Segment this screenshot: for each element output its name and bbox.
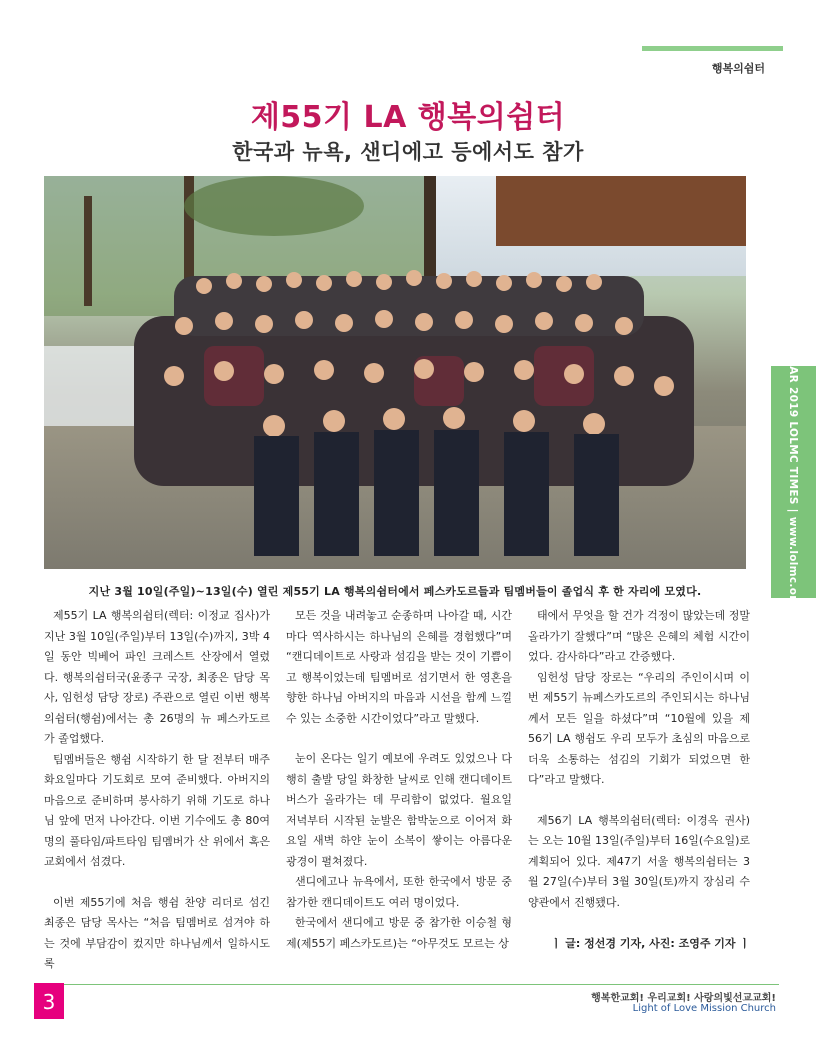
photo-caption: 지난 3월 10일(주일)~13일(수) 열린 제55기 LA 행복의쉼터에서 페스카도르들과 팀멤버들이 졸업식 후 한 자리에 모였다. — [88, 585, 702, 598]
paragraph: 한국에서 샌디에고 방문 중 참가한 이승철 형제(제55기 페스카도르)는 “아무것도 모르는 상 — [286, 916, 512, 950]
paragraph: 이번 제55기에 처음 행쉼 찬양 리더로 섬긴 최종은 담당 목사는 “처음 팀멤버로 섬겨야 하는 것에 부담감이 컸지만 하나님께서 일하시도록 — [44, 895, 270, 970]
header-accent-bar — [642, 46, 783, 51]
article-title: 제55기 LA 행복의쉼터 — [250, 100, 566, 135]
paragraph: 제55기 LA 행복의쉼터(렉터: 이정교 집사)가 지난 3월 10일(주일)부터 13일(수)까지, 3박 4일 동안 빅베어 파인 크레스트 산장에서 열렸다. 행복의쉼터국(윤종구 국장, 최종은 담당 목사, 임헌성 담당 장로) 주관으로 열린 이번 행복의쉼터(행쉼)에서는 총 26명의 뉴 페스카도르가 졸업했다. — [44, 609, 270, 745]
article-column-1 — [44, 606, 270, 975]
section-label: 행복의쉼터 — [711, 62, 765, 75]
paragraph: 제56기 LA 행복의쉼터(렉터: 이경옥 권사)는 오는 10월 13일(주일)부터 16일(수요일)로 계획되어 있다. 제47기 서울 행복의쉼터는 3월 27일(수)부터 3월 30일(토)까지 장심리 수양관에서 진행됐다. — [528, 813, 750, 909]
paragraph: 모든 것을 내려놓고 순종하며 나아갈 때, 시간마다 역사하시는 하나님의 은혜를 경험했다”며 “캔디데이트로 사랑과 섬김을 받는 것이 기쁨이고 행복이었는데 팀멤버로 섬기면서 한 영혼을 향한 하나님 아버지의 마음과 시선을 함께 느낄 수 있는 소중한 시간이었다”라고 말했다. — [286, 609, 512, 725]
article-subtitle: 한국과 뉴욕, 샌디에고 등에서도 참가 — [232, 140, 584, 164]
article-byline: ㅣ 글: 정선경 기자, 사진: 조영주 기자 ㅣ — [550, 937, 750, 950]
page-number: 3 — [34, 983, 64, 1019]
footer-divider — [44, 984, 779, 985]
footer-church-slogan: 행복한교회! 우리교회! 사랑의빛선교교회! — [591, 993, 776, 1004]
group-photo — [44, 176, 746, 569]
paragraph: 임헌성 담당 장로는 “우리의 주인이시며 이번 제55기 뉴페스카도르의 주인되시는 하나님께서 모든 일을 하셨다”며 “10월에 있을 제 56기 LA 행쉼도 우리 모두가 초심의 마음으로 더욱 소통하는 섬김의 기회가 되었으면 한다”라고 말했다. — [528, 670, 750, 786]
paragraph: 눈이 온다는 일기 예보에 우려도 있었으나 다행히 출발 당일 화창한 날씨로 인해 캔디데이트 버스가 올라가는 데 무리함이 없었다. 월요일 저녁부터 시작된 눈발은 함박눈으로 이어져 화요일 새벽 하얀 눈이 소복이 쌓이는 아름다운 광경이 펼쳐졌다. — [286, 752, 512, 868]
paragraph: 태에서 무엇을 할 건가 걱정이 많았는데 정말 올라가기 잘했다”며 “많은 은혜의 체험 시간이었다. 감사하다”라고 간증했다. — [528, 609, 750, 663]
photo-people — [114, 236, 704, 566]
sidebar-vertical-text: MAR 2019 LOLMC TIMES | www.lolmc.org — [787, 355, 799, 609]
footer-church-name: Light of Love Mission Church — [632, 1003, 776, 1014]
article-column-2 — [286, 606, 512, 954]
paragraph: 팀멤버들은 행쉼 시작하기 한 달 전부터 매주 화요일마다 기도회로 모여 준비했다. 아버지의 마음으로 준비하며 봉사하기 위해 기도로 하나님 앞에 먼저 나아간다. 이번 기수에도 총 80여 명의 풀타임/파트타임 팀멤버가 산 위에서 혹은 교회에서 섬겼다. — [44, 752, 270, 868]
paragraph: 샌디에고나 뉴욕에서, 또한 한국에서 방문 중 참가한 캔디데이트도 여러 명이었다. — [286, 875, 512, 909]
article-column-3 — [528, 606, 750, 955]
